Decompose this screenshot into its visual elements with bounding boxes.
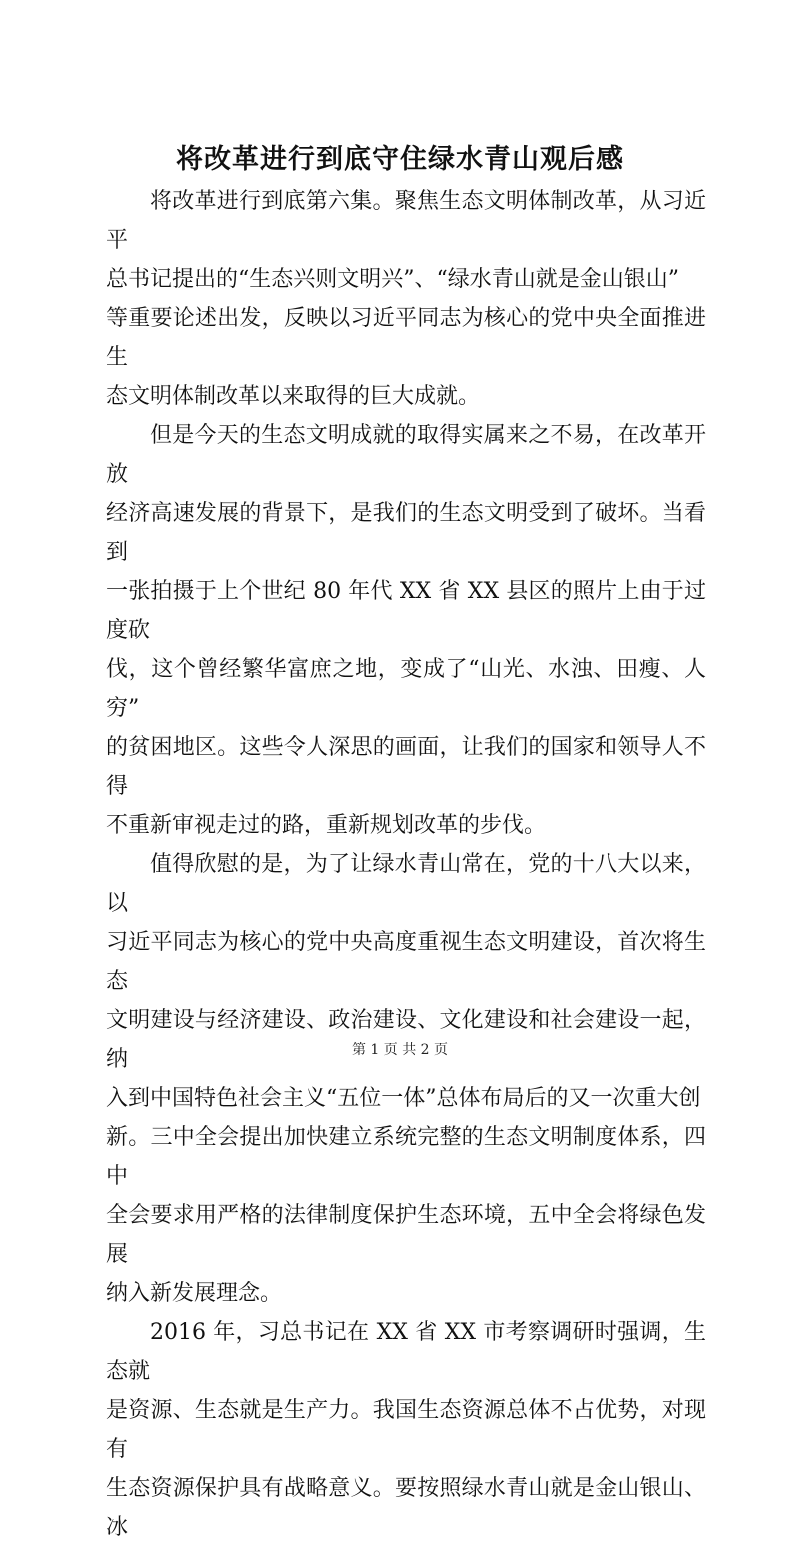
paragraph-2-line-5: 的贫困地区。这些令人深思的画面，让我们的国家和领导人不得 <box>106 735 706 799</box>
paragraph-3-line-3: 文明建设与经济建设、政治建设、文化建设和社会建设一起，纳 <box>106 1008 706 1072</box>
paragraph-4-line-3: 生态资源保护具有战略意义。要按照绿水青山就是金山银山、冰 <box>106 1476 706 1540</box>
document-body <box>106 182 706 1547</box>
document-title: 将改革进行到底守住绿水青山观后感 <box>176 144 624 175</box>
paragraph-2-line-3: 一张拍摄于上个世纪 80 年代 XX 省 XX 县区的照片上由于过度砍 <box>106 579 706 643</box>
paragraph-3-line-5: 新。三中全会提出加快建立系统完整的生态文明制度体系，四中 <box>106 1125 706 1189</box>
paragraph-2-line-2: 经济高速发展的背景下，是我们的生态文明受到了破坏。当看到 <box>106 501 706 565</box>
page-number-footer: 第 1 页 共 2 页 <box>351 1042 449 1058</box>
paragraph-3-line-2: 习近平同志为核心的党中央高度重视生态文明建设，首次将生态 <box>106 930 706 994</box>
paragraph-4-line-2: 是资源、生态就是生产力。我国生态资源总体不占优势，对现有 <box>106 1398 706 1462</box>
paragraph-3-line-7: 纳入新发展理念。 <box>106 1281 283 1306</box>
paragraph-1-line-1: 将改革进行到底第六集。聚焦生态文明体制改革，从习近平 <box>106 189 706 253</box>
paragraph-1-line-3: 等重要论述出发，反映以习近平同志为核心的党中央全面推进生 <box>106 306 706 370</box>
paragraph-2-line-6: 不重新审视走过的路，重新规划改革的步伐。 <box>106 813 547 838</box>
paragraph-2-line-1: 但是今天的生态文明成就的取得实属来之不易，在改革开放 <box>106 423 706 487</box>
paragraph-3-line-4: 入到中国特色社会主义“五位一体”总体布局后的又一次重大创 <box>106 1086 701 1111</box>
paragraph-2-line-4: 伐，这个曾经繁华富庶之地，变成了“山光、水浊、田瘦、人穷” <box>106 657 706 721</box>
paragraph-3-line-6: 全会要求用严格的法律制度保护生态环境，五中全会将绿色发展 <box>106 1203 706 1267</box>
paragraph-3-line-1: 值得欣慰的是，为了让绿水青山常在，党的十八大以来，以 <box>106 852 706 916</box>
paragraph-1-line-4: 态文明体制改革以来取得的巨大成就。 <box>106 384 481 409</box>
paragraph-4-line-1: 2016 年，习总书记在 XX 省 XX 市考察调研时强调，生态就 <box>106 1320 706 1384</box>
paragraph-1-line-2: 总书记提出的“生态兴则文明兴”、“绿水青山就是金山银山” <box>106 267 679 292</box>
